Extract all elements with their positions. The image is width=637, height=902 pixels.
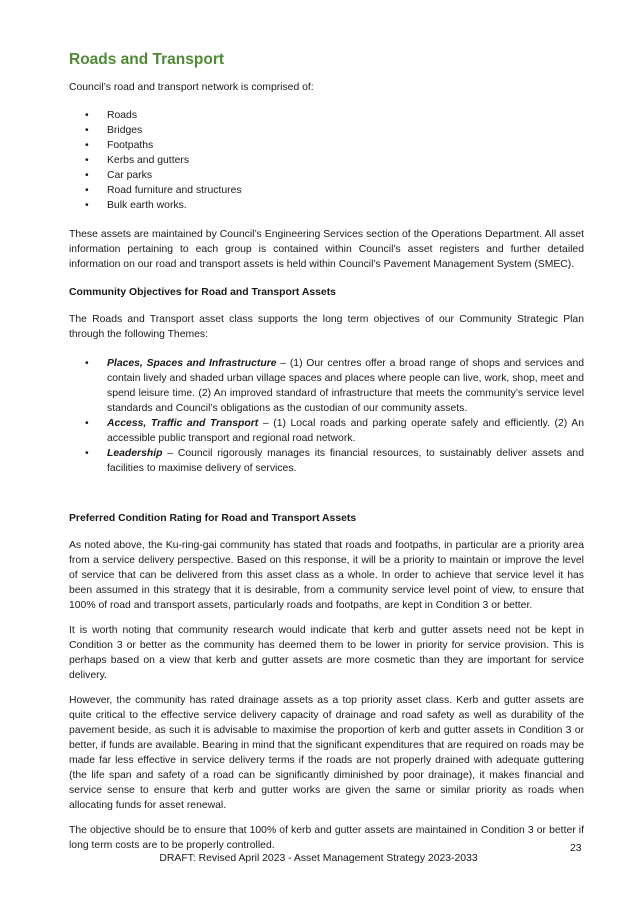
list-item: • Leadership – Council rigorously manages its financial resources, to sustainably deliver assets and facilities to maximise delivery of services. — [85, 448, 584, 474]
theme-name: Leadership — [107, 448, 163, 459]
theme-text: – (1) Our centres offer a broad range of shops and services and contain lively and shaded urban village spaces and places where people can live, work, shop, meet and spend leisure time. (2) An improved standard of infrastructure that meets the community’s service level standards and Council’s obligations as the custodian of our community assets. — [107, 358, 585, 414]
page-footer: DRAFT: Revised April 2023 - Asset Management Strategy 2023-2033 — [159, 853, 478, 864]
list-item: • Footpaths — [85, 140, 154, 151]
list-item: • Roads — [85, 110, 138, 121]
condition-paragraph: As noted above, the Ku-ring-gai community has stated that roads and footpaths, in particular are a priority area from a service delivery perspective. Based on this response, it will be a priority to maintain or improve the level of service that can be delivered from this asset class as a whole. In order to achieve that service level it has been assumed in this strategy that it is desirable, from a community service level point of view, to ensure that 100% of road and transport assets, particularly roads and footpaths, are kept in Condition 3 or better. — [69, 540, 584, 611]
page-content — [69, 51, 584, 863]
network-list — [69, 108, 584, 213]
list-item: • Car parks — [85, 170, 153, 181]
theme-text: – (1) Local roads and parking operate safely and efficiently. (2) An accessible public transport and regional road network. — [107, 418, 584, 444]
condition-paragraph: It is worth noting that community research would indicate that kerb and gutter assets need not be kept in Condition 3 or better as the community has deemed them to be lower in priority for service provision. This is perhaps based on a view that kerb and gutter assets are more cosmetic than they are important for service delivery. — [69, 625, 584, 681]
condition-paragraph: The objective should be to ensure that 100% of kerb and gutter assets are maintained in Condition 3 or better if long term costs are to be properly controlled. — [69, 825, 584, 851]
objectives-heading: Community Objectives for Road and Transport Assets — [69, 287, 336, 298]
list-item: • Access, Traffic and Transport – (1) Local roads and parking operate safely and efficiently. (2) An accessible public transport and regional road network. — [85, 418, 584, 444]
list-item: • Bridges — [85, 125, 143, 136]
condition-heading: Preferred Condition Rating for Road and Transport Assets — [69, 513, 357, 524]
page-number: 23 — [570, 843, 582, 854]
theme-text: – Council rigorously manages its financial resources, to sustainably deliver assets and facilities to maximise delivery of services. — [107, 448, 584, 474]
list-item: • Kerbs and gutters — [85, 155, 190, 166]
theme-name: Access, Traffic and Transport — [107, 418, 259, 429]
themes-list — [69, 356, 584, 476]
list-item: • Places, Spaces and Infrastructure – (1) Our centres offer a broad range of shops and services and contain lively and shaded urban village spaces and places where people can live, work, shop, meet and spend leisure time. (2) An improved standard of infrastructure that meets the community’s service level standards and Council’s obligations as the custodian of our community assets. — [85, 358, 585, 414]
assets-paragraph: These assets are maintained by Council’s Engineering Services section of the Operations Department. All asset information pertaining to each group is contained within Council’s asset registers and further detailed information on our road and transport assets is held within Council’s Pavement Management System (SMEC). — [69, 229, 584, 270]
theme-name: Places, Spaces and Infrastructure — [107, 358, 277, 369]
condition-paragraph: However, the community has rated drainage assets as a top priority asset class. Kerb and gutter assets are quite critical to the effective service delivery capacity of drainage and road safety as well as durability of the pavement beside, as such it is advisable to maximise the proportion of kerb and gutter assets in Condition 3 or better, if funds are available. Bearing in mind that the significant expenditures that are required on roads may be made far less effective in service delivery terms if the roads are not properly drained with adequate guttering (the life span and safety of a road can be significantly diminished by poor drainage), it makes financial and service sense to ensure that kerb and gutter works are given the same or similar priority as roads when allocating funds for asset renewal. — [69, 695, 584, 811]
section-title: Roads and Transport — [69, 51, 225, 68]
list-item: • Road furniture and structures — [85, 185, 242, 196]
objectives-intro: The Roads and Transport asset class supports the long term objectives of our Community Strategic Plan through the following Themes: — [69, 314, 584, 340]
list-item: • Bulk earth works. — [85, 200, 187, 211]
network-intro: Council’s road and transport network is comprised of: — [69, 82, 314, 93]
